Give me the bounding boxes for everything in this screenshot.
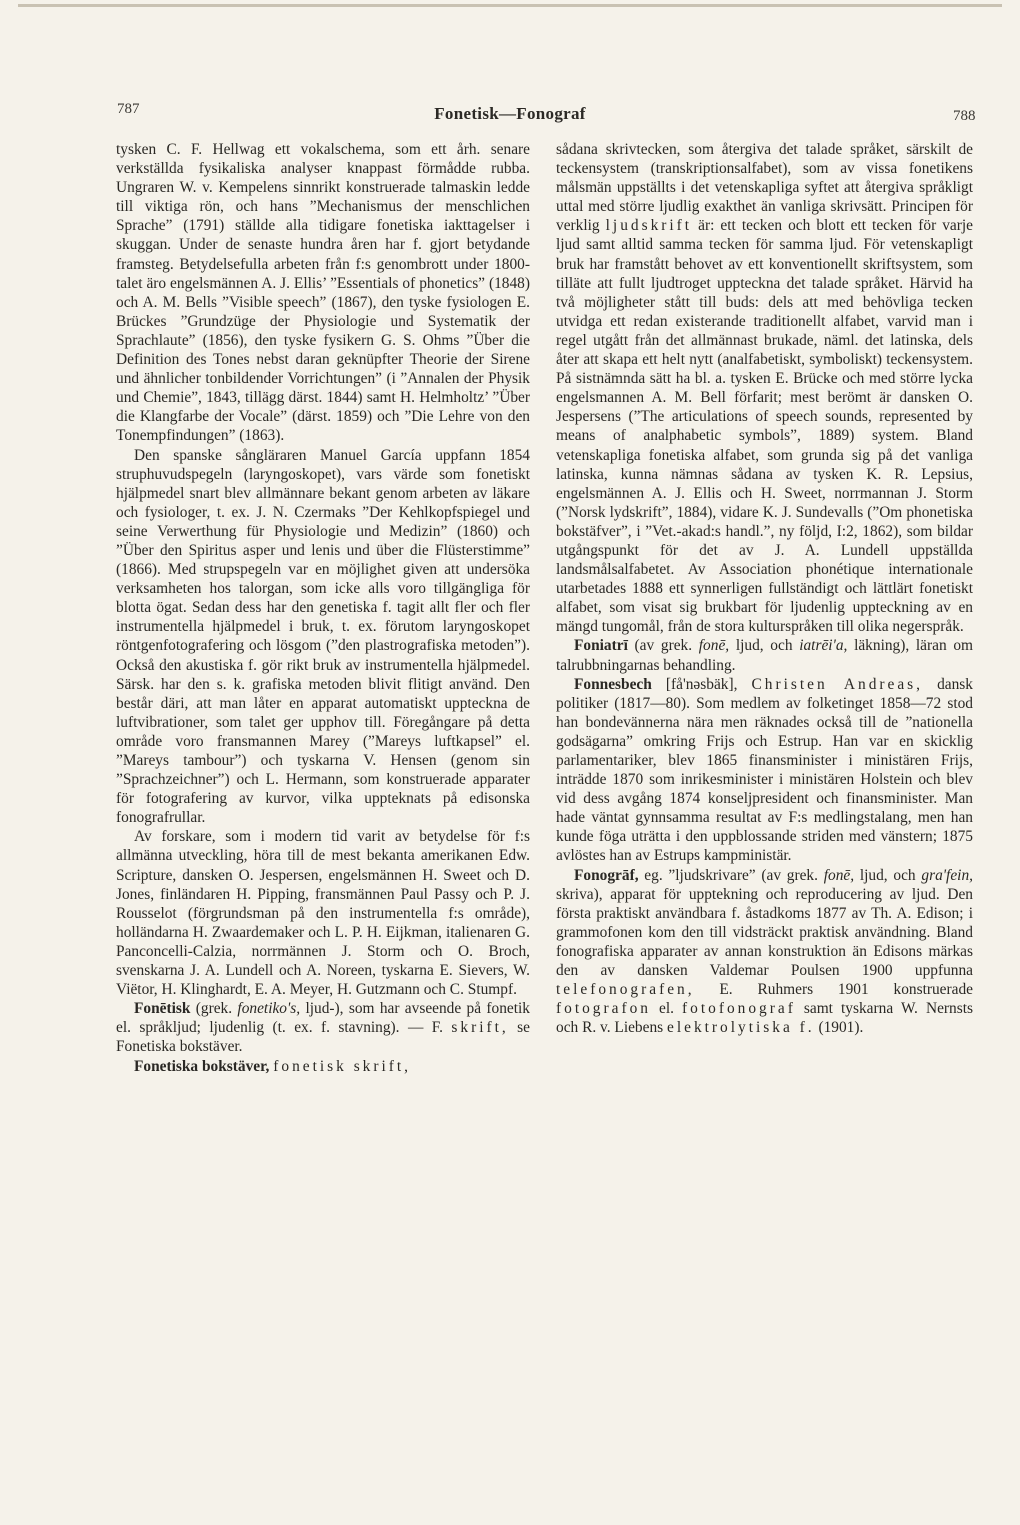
paragraph-garcia: Den spanske sångläraren Manuel García uppfann 1854 struphuvudspegeln (laryngoskopet), vars värde som fonetiskt hjälpmedel snart blev allmännare bekant genom arbeten av läkare och fysiologer, t. ex. J. N. Czermaks ”Der Kehlkopfspiegel und seine Verwerthung für Physiologie und Medizin” (1860) och ”Über den Spiritus asper und lenis und über die Flüsterstimme” (1866). Med strupspegeln var en möjlighet given att undersöka verksamheten hos talorgan, som icke alls voro tillgängliga för blotta ögat. Sedan dess har den genetiska f. tagit allt fler och fler instrumentella hjälpmedel i bruk, t. ex. förutom laryngoskopet röntgenfotografering och lösgom (”den plastrografiska metoden”). Också den akustiska f. gör rikt bruk av instrumentella hjälpmedel. Särsk. har den s. k. grafiska metoden blivit flitigt använd. Den består däri, att man låter en apparat automatiskt uppteckna de luftvibrationer, som talet ger upphov till. Föregångare på detta område voro fransmannen Marey (”Mareys luftkapsel” el. ”Mareys tambour”) och tyskarna V. Hensen (genom sin ”Sprachzeichner”) och L. Hermann, som konstruerade apparater för fotografering av kurvor, vilka uppteknats på edisonska fonografrullar. [116, 446, 530, 827]
paragraph-skrivtecken: sådana skrivtecken, som återgiva det talade språket, särskilt de teckensystem (transkriptionsalfabet), som av vissa fonetikens målsmän uppställts i det vetenskapliga syftet att återgiva språkligt uttal med större ljudlig exakthet än vanliga skrivsätt. Principen för verklig ljudskrift är: ett tecken och blott ett tecken för varje ljud samt alltid samma tecken för samma ljud. För vetenskapligt bruk har framstått behovet av ett konventionellt skriftsystem, som tilläte att fullt ljudtroget uppteckna det talade språket. Härvid ha två möjligheter stått till buds: dels att med behövliga tecken utvidga ett redan existerande traditionellt alfabet, varvid man i regel utgått från det allmännast brukade, näml. det latinska, dels åter att skapa ett helt nytt (analfabetiskt, symboliskt) teckensystem. På sistnämnda sätt ha bl. a. tysken E. Brücke och med större lycka engelsmannen A. M. Bell förfarit; mest berömt är dansken O. Jespersens (”The articulations of speech sounds, represented by means of analphabetic symbols”, 1889) system. Bland vetenskapliga fonetiska alfabet, som grunda sig på det vanliga latinska, kunna nämnas sådana av tysken K. R. Lepsius, engelsmännen A. J. Ellis och H. Sweet, norrmannan J. Storm (”Norsk lydskrift”, 1884), vidare K. J. Sundevalls (”Om phonetiska bokstäfver”, i ”Vet.-akad:s handl.”, ny följd, I:2, 1862), som bildar utgångspunkt för det av J. A. Lundell uppställda landsmålsalfabetet. Av Association phonétique internationale utarbetades 1888 ett synnerligen fullständigt och lättlärt fonetiskt alfabet, som visat sig brukbart för ljudenlig uppteckning av en mängd tungomål, från de stora kulturspråken till olika negerspråk. [556, 141, 974, 636]
paragraph-fonetik-history: tysken C. F. Hellwag ett vokalschema, som ett årh. senare verkställda fysikaliska analyser knappast förmådde rubba. Ungraren W. v. Kempelens sinnrikt konstruerade talmaskin ledde till viktiga rön, och hans ”Mechanismus der menschlichen Sprache” (1791) ställde alla tidigare fonetiska iakttagelser i skuggan. Under de senaste hundra åren har f. gjort betydande framsteg. Betydelsefulla arbeten från f:s genombrott under 1800-talet äro engelsmännen A. J. Ellis’ ”Essentials of phonetics” (1848) och A. M. Bells ”Visible speech” (1867), den tyske fysiologen E. Brückes ”Grundzüge der Physiologie und Systematik der Sprachlaute” (1856), den tyske fysikern G. S. Ohms ”Über die Definition des Tones nebst daran geknüpfter Theorie der Sirene und ähnlicher tonbildender Vorrichtungen” (i ”Annalen der Physik und Chemie”, 1843, tillägg därst. 1844) samt H. Helmholtz’ ”Über die Klangfarbe der Vocale” (därst. 1859) och ”Die Lehre von den Tonempfindungen” (1863). [116, 141, 530, 445]
entry-foniatri: Foniatrī (av grek. fonē, ljud, och iatrēi'a, läkning), läran om talrubbningarnas behandling. [556, 637, 974, 674]
headword-fonetiska-bokstaver: Fonetiska bokstäver, [134, 1057, 270, 1075]
headword-fonnesbech: Fonnesbech [574, 675, 652, 693]
left-column [116, 140, 530, 1076]
entry-fonetiska-bokstaver: Fonetiska bokstäver, fonetisk skrift, [134, 1057, 412, 1075]
headword-foniatri: Foniatrī [574, 637, 628, 655]
paragraph-forskare: Av forskare, som i modern tid varit av betydelse för f:s allmänna utveckling, höra till de mest bekanta amerikanen Edw. Scripture, dansken O. Jespersen, engelsmännen H. Sweet och D. Jones, finländaren H. Pipping, fransmännen Paul Passy och P. J. Rousselot (förgrundsman på den instrumentella f:s område), holländarna H. Zwaardemaker och L. P. H. Eijkman, italienaren G. Panconcelli-Calzia, norrmännen J. Storm och O. Broch, svenskarna J. A. Lundell och A. Noreen, tyskarna E. Sievers, W. Viëtor, H. Klinghardt, E. A. Meyer, H. Gutzmann och C. Stumpf. [116, 828, 530, 999]
entry-fonograf: Fonogrāf, eg. ”ljudskrivare” (av grek. fonē, ljud, och gra'fein, skriva), apparat för upptekning och reproducering av ljud. Den första praktiskt användbara f. åstadkoms 1877 av Th. A. Edison; i grammofonen kom den till vidsträckt praktisk användning. Bland fonografiska apparater av annan konstruktion än Edisons märkas den av dansken Valdemar Poulsen 1900 uppfunna telefonografen, E. Ruhmers 1901 konstruerade fotografon el. fotofonograf samt tyskarna W. Nernsts och R. v. Liebens elektrolytiska f. (1901). [556, 866, 973, 1037]
entry-fonnesbech: Fonnesbech [få'nəsbäk], Christen Andreas, dansk politiker (1817—80). Som medlem av folketinget 1858—72 stod han bondevännerna nära men räknades också till de ”nationella godsägarna” omkring Frijs och Estrup. Han var en skicklig parlamentariker, blev 1865 finansminister i ministären Frijs, inträdde 1870 som inrikesminister i ministären Holstein och blev vid dess avgång 1874 konseljpresident och finansminister. Man hade väntat gynnsamma resultat av F:s medlingstalang, men han kunde föga uträtta i den uppblossande striden med vänstern; 1875 avlöstes han av Estrups kampministär. [556, 675, 973, 865]
running-head: Fonetisk—Fonograf [434, 104, 586, 123]
page-number-left: 787 [117, 101, 140, 117]
right-column [556, 140, 973, 1037]
entry-fonetisk: Fonētisk (grek. fonetiko's, ljud-), som har avseende på fonetik el. språkljud; ljudenlig (t. ex. f. stavning). — F. skrift, se Fonetiska bokstäver. [116, 1000, 530, 1056]
headword-fonetisk: Fonētisk [134, 1000, 191, 1018]
headword-fonograf: Fonogrāf, [574, 866, 639, 884]
page-number-right: 788 [953, 108, 976, 124]
page-top-border [18, 4, 1002, 7]
